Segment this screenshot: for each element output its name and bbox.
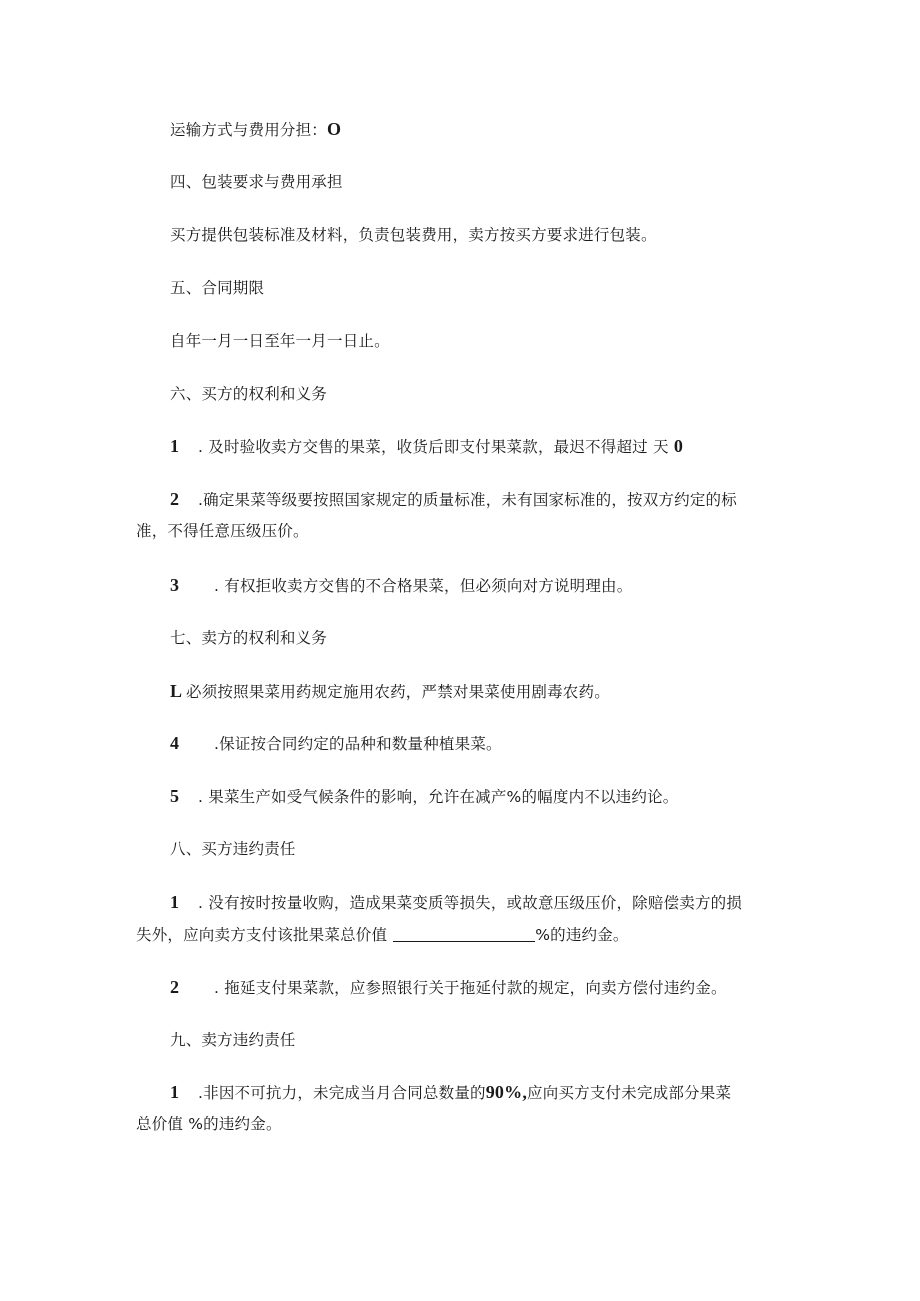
penalty-blank	[393, 927, 535, 942]
section-7-heading: 七、卖方的权利和义务	[170, 629, 328, 647]
item-number: 1	[170, 1082, 180, 1102]
section-6-item-2	[170, 489, 737, 510]
item-tail: 0	[673, 436, 684, 456]
item-number: 4	[170, 733, 180, 753]
item-number: 1	[170, 892, 180, 912]
item-number: 3	[170, 575, 180, 595]
transport-label: 运输方式与费用分担：	[170, 121, 328, 139]
section-9-item-1-cont: 总价值 %的违约金。	[136, 1115, 282, 1133]
item-text: 应向买方支付未完成部分果菜	[527, 1084, 732, 1102]
section-6-item-3	[170, 575, 632, 596]
item-number: 1	[170, 436, 180, 456]
section-8-item-1	[170, 892, 742, 913]
section-6-heading: 六、买方的权利和义务	[170, 385, 328, 403]
section-8-item-2	[170, 977, 727, 998]
percent-value: 90%,	[485, 1082, 528, 1102]
item-text: 失外，应向卖方支付该批果菜总价值	[136, 926, 388, 944]
section-8-item-1-cont	[136, 925, 629, 945]
item-text: . 有权拒收卖方交售的不合格果菜，但必须向对方说明理由。	[214, 577, 633, 595]
section-4-heading: 四、包装要求与费用承担	[170, 173, 343, 191]
item-number: 2	[170, 489, 180, 509]
item-text: . 没有按时按量收购，造成果菜变质等损失，或故意压级压价，除赔偿卖方的损	[198, 894, 743, 912]
section-9-heading: 九、卖方违约责任	[170, 1031, 296, 1049]
section-5-text: 自年一月一日至年一月一日止。	[170, 332, 390, 350]
item-text: . 及时验收卖方交售的果菜，收货后即支付果菜款，最迟不得超过 天	[198, 438, 669, 456]
item-text: .保证按合同约定的品种和数量种植果菜。	[214, 735, 502, 753]
section-7-item-3	[170, 786, 678, 807]
item-number: L	[170, 681, 183, 701]
item-text: 必须按照果菜用药规定施用农药，严禁对果菜使用剧毒农药。	[186, 683, 610, 701]
section-8-heading: 八、买方违约责任	[170, 840, 296, 858]
item-text: %的违约金。	[535, 926, 629, 944]
item-text: . 拖延支付果菜款，应参照银行关于拖延付款的规定，向卖方偿付违约金。	[214, 979, 727, 997]
section-4-text: 买方提供包装标准及材料，负责包装费用，卖方按买方要求进行包装。	[170, 226, 657, 244]
item-number: 2	[170, 977, 180, 997]
item-text: . 果菜生产如受气候条件的影响，允许在减产%的幅度内不以违约论。	[198, 788, 679, 806]
section-9-item-1	[170, 1082, 731, 1103]
transport-mark: O	[327, 119, 342, 139]
transport-line	[170, 119, 341, 140]
item-text: .确定果菜等级要按照国家规定的质量标准，未有国家标准的，按双方约定的标	[198, 491, 737, 509]
item-text: .非因不可抗力，未完成当月合同总数量的	[198, 1084, 486, 1102]
section-7-item-1	[170, 681, 610, 702]
section-6-item-2-cont: 准，不得任意压级压价。	[136, 522, 309, 540]
section-5-heading: 五、合同期限	[170, 279, 265, 297]
item-number: 5	[170, 786, 180, 806]
section-7-item-2	[170, 733, 502, 754]
section-6-item-1	[170, 436, 683, 457]
